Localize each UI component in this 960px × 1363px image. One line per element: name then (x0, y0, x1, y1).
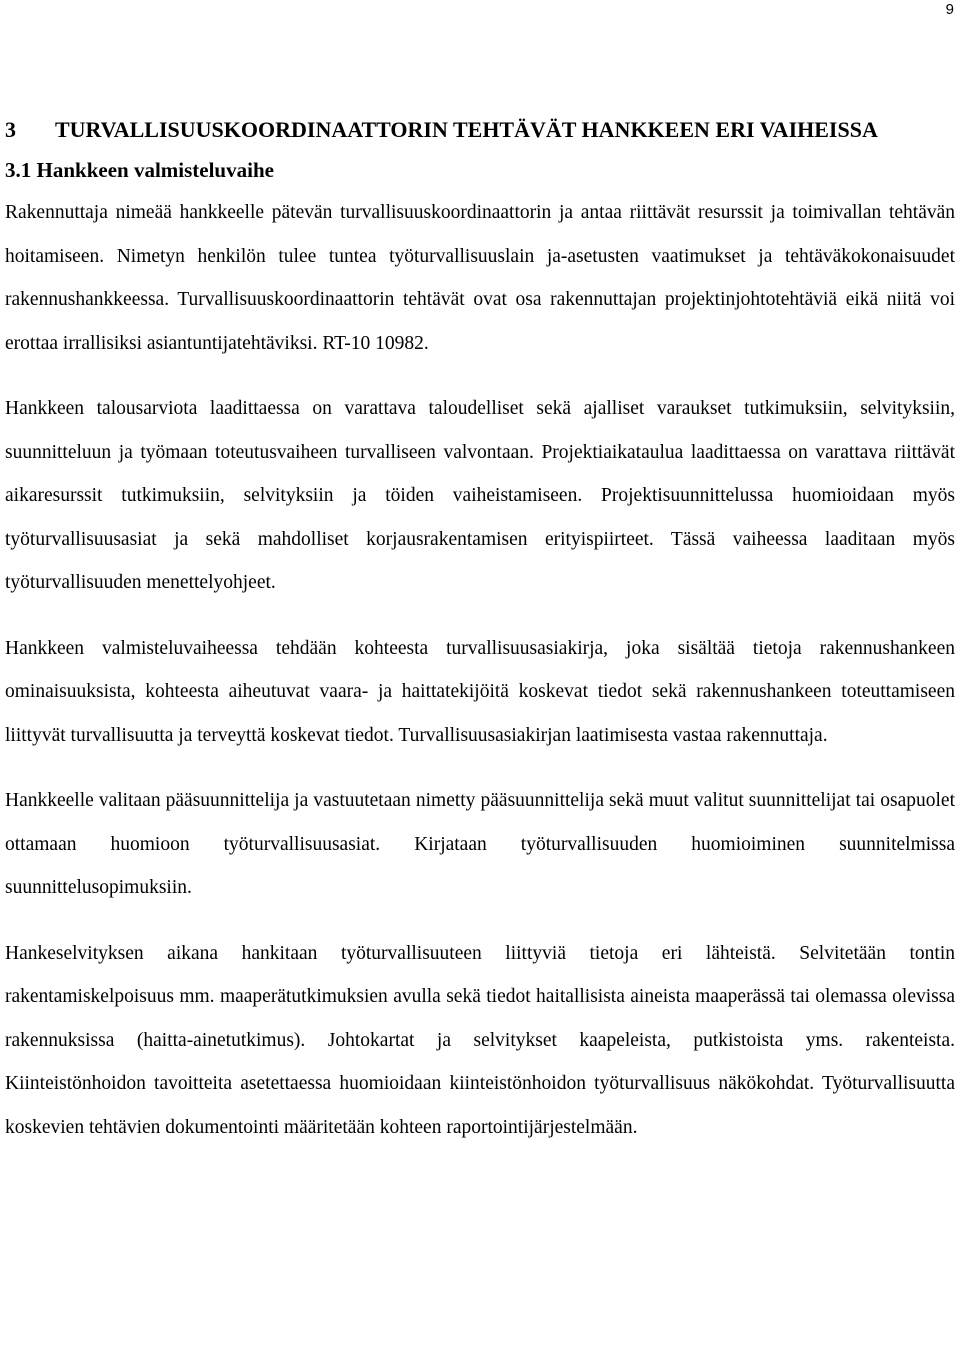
section-heading: 3.1 Hankkeen valmisteluvaihe (5, 158, 274, 182)
paragraph-coordinator-appointment: Rakennuttaja nimeää hankkeelle pätevän turvallisuuskoordinaattorin ja antaa riittävät resurssit ja toimivallan tehtävän hoitamiseen. Nimetyn henkilön tulee tuntea työturvallisuuslain ja-asetusten vaatimukset ja tehtäväkokonaisuudet rakennushankkeessa. Turvallisuuskoordinaattorin tehtävät ovat osa rakennuttajan projektinjohtotehtäviä eikä niitä voi erottaa irrallisiksi asiantuntijatehtäviksi. RT-10 10982. (5, 202, 955, 354)
paragraph-main-designer: Hankkeelle valitaan pääsuunnittelija ja vastuutetaan nimetty pääsuunnittelija sekä muut valitut suunnittelijat tai osapuolet ottamaan huomioon työturvallisuusasiat. Kirjataan työturvallisuuden huomioiminen suunnitelmissa suunnittelusopimuksiin. (5, 790, 955, 898)
paragraph-project-investigation: Hankeselvityksen aikana hankitaan työturvallisuuteen liittyviä tietoja eri lähteistä. Selvitetään tontin rakentamiskelpoisuus mm. maaperätutkimuksien avulla sekä tiedot haitallisista aineista maaperässä tai olemassa olevissa rakennuksissa (haitta-ainetutkimus). Johtokartat ja selvitykset kaapeleista, putkistoista yms. rakenteista. Kiinteistönhoidon tavoitteita asetettaessa huomioidaan kiinteistönhoidon työturvallisuus näkökohdat. Työturvallisuutta koskevien tehtävien dokumentointi määritetään kohteen raportointijärjestelmään. (5, 942, 955, 1138)
paragraph-safety-document: Hankkeen valmisteluvaiheessa tehdään kohteesta turvallisuusasiakirja, joka sisältää tietoja rakennushankeen ominaisuuksista, kohteesta aiheutuvat vaara- ja haittatekijöitä koskevat tiedot sekä rakennushankeen toteuttamiseen liittyvät turvallisuutta ja terveyttä koskevat tiedot. Turvallisuusasiakirjan laatimisesta vastaa rakennuttaja. (5, 637, 955, 746)
chapter-title: TURVALLISUUSKOORDINAATTORIN TEHTÄVÄT HANKKEEN ERI VAIHEISSA (55, 117, 878, 142)
page-number: 9 (945, 1, 954, 18)
paragraph-budget-schedule: Hankkeen talousarviota laadittaessa on varattava taloudelliset sekä ajalliset varaukset tutkimuksiin, selvityksiin, suunnitteluun ja työmaan toteutusvaiheen turvalliseen valvontaan. Projektiaikataulua laadittaessa on varattava riittävät aikaresurssit tutkimuksiin, selvityksiin ja töiden vaiheistamiseen. Projektisuunnittelussa huomioidaan myös työturvallisuusasiat ja sekä mahdolliset korjausrakentamisen erityispiirteet. Tässä vaiheessa laaditaan myös työturvallisuuden menettelyohjeet. (5, 398, 955, 593)
document-body (5, 115, 955, 1149)
chapter-heading (5, 115, 955, 145)
chapter-number: 3 (5, 117, 16, 142)
